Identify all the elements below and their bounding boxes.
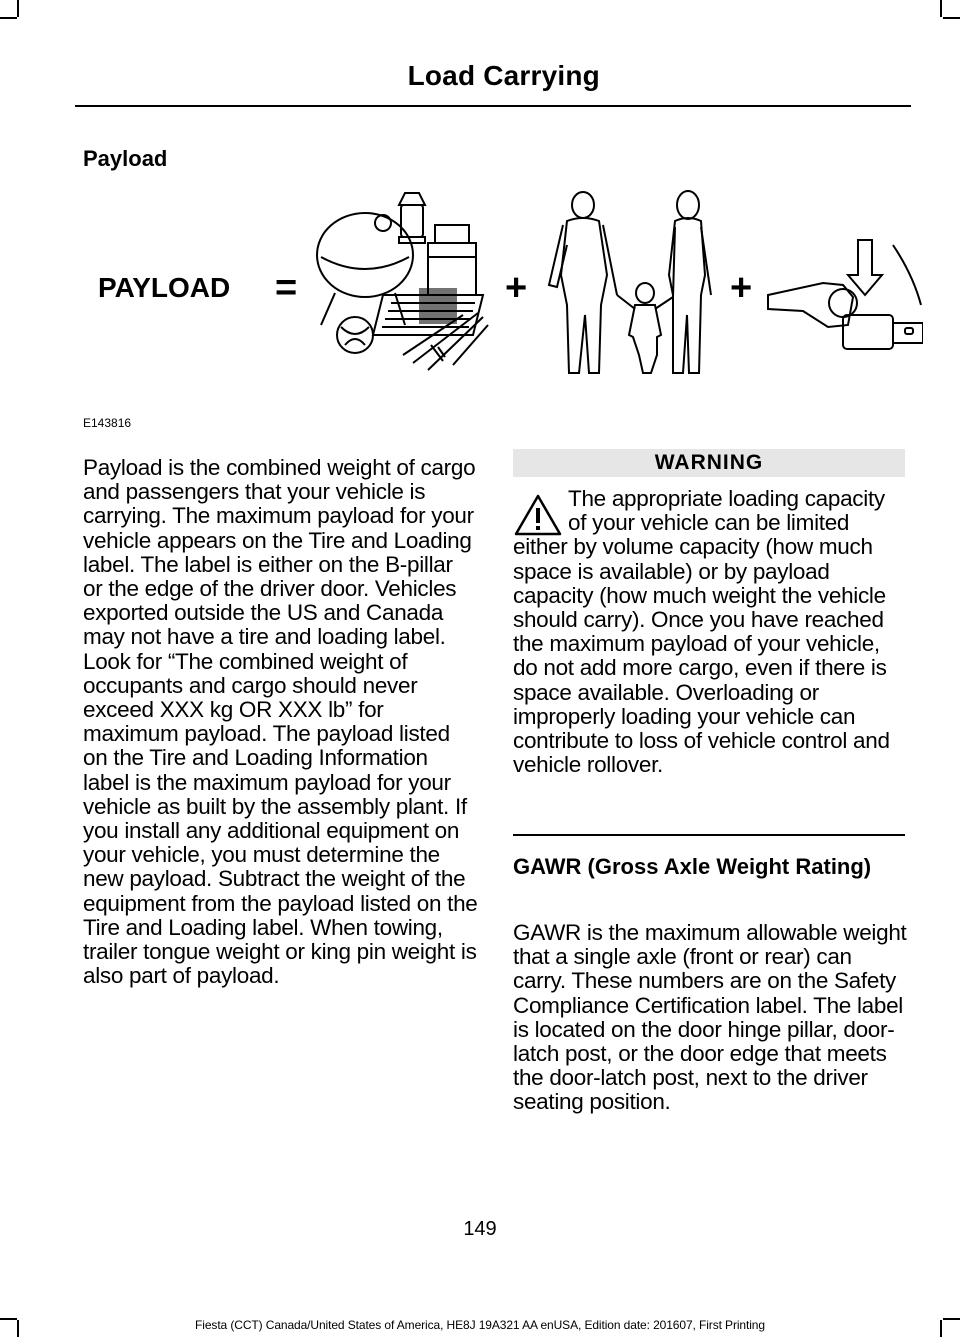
gawr-paragraph: GAWR is the maximum allowable weight that a single axle (front or rear) can carry. These numbers are on the Safety Compliance Certification label. The label is located on the door hinge pillar, door-latch post, or the door edge that meets the door-latch post, next to the driver seating position.	[513, 920, 907, 1115]
payload-label: PAYLOAD	[98, 272, 231, 303]
crop-mark	[940, 0, 942, 17]
warning-text: The appropriate loading capacity of your vehicle can be limited either by volume capacity (how much space is available) or by payload capacity (how much weight the vehicle should carry). Once you have reached the maximum payload of your vehicle, do not add more cargo, even if there is space available. Overloading or improperly loading your vehicle can contribute to loss of vehicle control and vehicle rollover.	[513, 486, 890, 778]
payload-illustration	[83, 185, 923, 385]
passengers-icon	[549, 191, 711, 373]
crop-mark	[943, 17, 960, 19]
warning-divider	[513, 834, 905, 836]
page-footer: Fiesta (CCT) Canada/United States of America, HE8J 19A321 AA enUSA, Edition date: 201607, First Printing	[195, 1318, 765, 1332]
warning-heading: WARNING	[513, 449, 905, 477]
cargo-icon	[317, 193, 488, 370]
figure-code: E143816	[83, 416, 132, 430]
crop-mark	[17, 0, 19, 17]
hitch-icon	[768, 240, 923, 349]
crop-mark	[0, 17, 17, 19]
plus-sign: +	[505, 267, 528, 309]
section-title: Payload	[83, 146, 168, 171]
page-number: 149	[463, 1218, 497, 1240]
plus-sign: +	[730, 267, 753, 309]
page-header-title: Load Carrying	[407, 60, 600, 91]
warning-icon-spacer	[513, 487, 568, 533]
header-divider	[75, 105, 911, 107]
warning-text-block	[513, 487, 908, 777]
equals-sign: =	[275, 267, 298, 309]
gawr-heading: GAWR (Gross Axle Weight Rating)	[513, 854, 872, 879]
payload-paragraph: Payload is the combined weight of cargo and passengers that your vehicle is carrying. The maximum payload for your vehicle appears on the Tire and Loading label. The label is either on the B-pillar or the edge of the driver door. Vehicles exported outside the US and Canada may not have a tire and loading label. Look for “The combined weight of occupants and cargo should never exceed XXX kg OR XXX lb” for maximum payload. The payload listed on the Tire and Loading Information label is the maximum payload for your vehicle as built by the assembly plant. If you install any additional equipment on your vehicle, you must determine the new payload. Subtract the weight of the equipment from the payload listed on the Tire and Loading label. When towing, trailer tongue weight or king pin weight is also part of payload.	[83, 455, 478, 989]
